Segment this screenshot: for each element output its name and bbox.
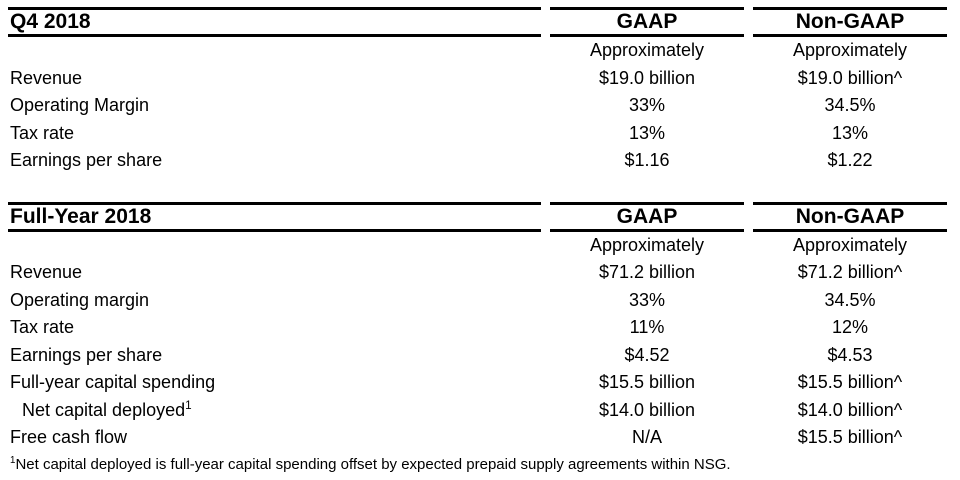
gaap-subheader: Approximately xyxy=(589,234,705,255)
gaap-value: $4.52 xyxy=(624,344,670,365)
non-gaap-subheader: Approximately xyxy=(792,234,908,255)
subheader-row xyxy=(8,232,947,260)
gaap-value: $19.0 billion xyxy=(598,67,696,88)
table-row xyxy=(8,259,947,287)
footnote-marker: 1 xyxy=(185,398,192,412)
table-header-row xyxy=(8,7,947,37)
row-label: Revenue xyxy=(10,262,83,283)
non-gaap-column-header: Non-GAAP xyxy=(753,202,947,232)
non-gaap-value: $71.2 billion^ xyxy=(797,262,903,283)
table-row xyxy=(8,342,947,370)
footnote-superscript: 1 xyxy=(10,454,16,466)
gaap-subheader: Approximately xyxy=(589,40,705,61)
row-label: Operating margin xyxy=(10,289,150,310)
gaap-value: N/A xyxy=(631,427,662,448)
non-gaap-subheader: Approximately xyxy=(792,40,908,61)
section-title: Full-Year 2018 xyxy=(8,202,541,232)
row-label xyxy=(8,400,541,421)
non-gaap-value: 13% xyxy=(831,122,869,143)
non-gaap-value: $19.0 billion^ xyxy=(797,67,903,88)
row-label: Operating Margin xyxy=(10,95,150,116)
row-label: Earnings per share xyxy=(10,150,163,171)
row-label: Tax rate xyxy=(10,317,75,338)
non-gaap-value: $4.53 xyxy=(827,344,873,365)
table-header-row xyxy=(8,202,947,232)
gaap-value: 33% xyxy=(628,95,666,116)
table-full-year-2018 xyxy=(8,202,947,452)
gaap-column-header: GAAP xyxy=(550,202,744,232)
table-row xyxy=(8,424,947,452)
table-row xyxy=(8,397,947,425)
gaap-value: 11% xyxy=(629,317,665,338)
gaap-value: 13% xyxy=(628,122,666,143)
row-label: Tax rate xyxy=(10,122,75,143)
gaap-value: 33% xyxy=(628,289,666,310)
table-row xyxy=(8,65,947,93)
non-gaap-value: $14.0 billion^ xyxy=(797,399,903,420)
non-gaap-value: $15.5 billion^ xyxy=(797,372,903,393)
section-title: Q4 2018 xyxy=(8,7,541,37)
table-row xyxy=(8,369,947,397)
footnote xyxy=(8,455,947,474)
table-row xyxy=(8,314,947,342)
gaap-value: $15.5 billion xyxy=(598,372,696,393)
gaap-value: $1.16 xyxy=(624,150,670,171)
table-row xyxy=(8,92,947,120)
non-gaap-value: $1.22 xyxy=(827,150,873,171)
non-gaap-value: 34.5% xyxy=(824,289,876,310)
non-gaap-column-header: Non-GAAP xyxy=(753,7,947,37)
non-gaap-value: 34.5% xyxy=(824,95,876,116)
row-label: Free cash flow xyxy=(10,427,128,448)
footnote-text: Net capital deployed is full-year capital spending offset by expected prepaid supply agreements within NSG. xyxy=(15,455,731,473)
table-row xyxy=(8,120,947,148)
table-row xyxy=(8,147,947,175)
table-row xyxy=(8,287,947,315)
row-label: Full-year capital spending xyxy=(10,372,216,393)
gaap-value: $71.2 billion xyxy=(598,262,696,283)
non-gaap-value: $15.5 billion^ xyxy=(797,427,903,448)
row-label: Earnings per share xyxy=(10,344,163,365)
row-label-text: Net capital deployed xyxy=(22,399,186,420)
table-q4-2018 xyxy=(8,7,947,175)
row-label: Revenue xyxy=(10,67,83,88)
non-gaap-value: 12% xyxy=(831,317,869,338)
subheader-row xyxy=(8,37,947,65)
gaap-value: $14.0 billion xyxy=(598,399,696,420)
gaap-column-header: GAAP xyxy=(550,7,744,37)
